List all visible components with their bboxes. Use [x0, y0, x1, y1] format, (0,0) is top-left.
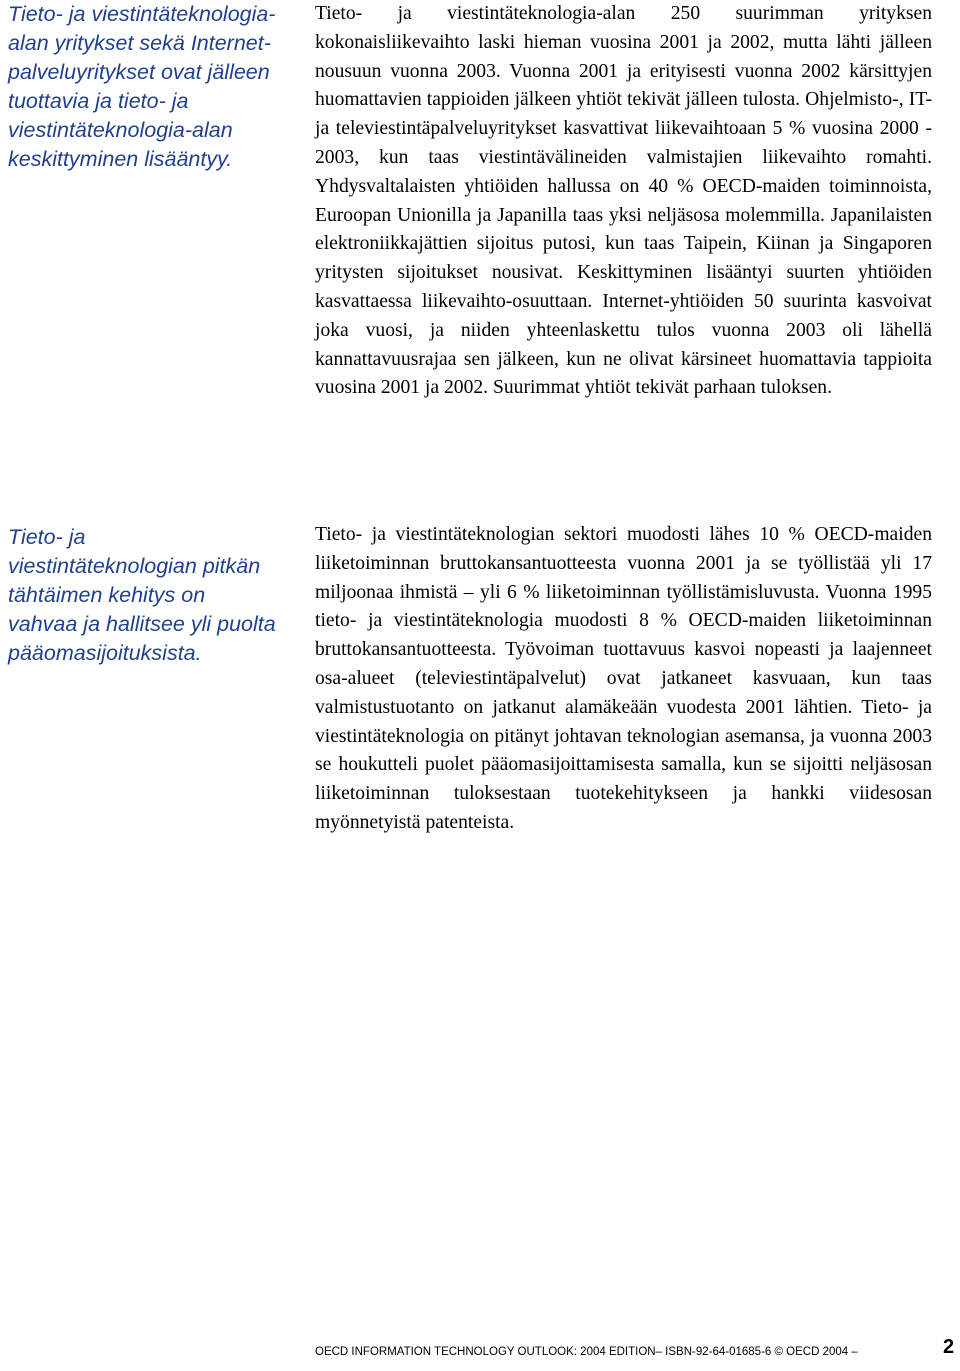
sidenote-text: Tieto- ja viestintäteknologia-alan yritykset sekä Internet-: [8, 2, 276, 55]
sidenote-business-recovery: [8, 0, 278, 174]
page-footer: [315, 1336, 955, 1358]
page-number: 2: [943, 1336, 955, 1358]
sidenote-text: pääomasijoituksista.: [8, 641, 202, 665]
sidenote-text: Tieto- ja viestintäteknologian pitkän tähtäimen kehitys on vahvaa ja hallitsee yli puolta: [8, 525, 276, 636]
sidenote-text: palveluyritykset ovat jälleen tuottavia ja tieto- ja viestintäteknologia-alan keskittyminen lisääntyy.: [8, 60, 270, 171]
paragraph-ict-sector-share: Tieto- ja viestintäteknologian sektori muodosti lähes 10 % OECD-maiden liiketoiminnan bruttokansantuotteesta vuonna 2001 ja se työllistää yli 17 miljoonaa ihmistä – yli 6 % liiketoiminnan työllistämisluvusta. Vuonna 1995 tieto- ja viestintäteknologia muodosti 8 % OECD-maiden liiketoiminnan bruttokansantuotteesta. Työvoiman tuottavuus kasvoi nopeasti ja laajenneet osa-alueet (televiestintäpalvelut) ovat jatkaneet kasvuaan, kun taas valmistustuotanto on jatkanut alamäkeään vuodesta 2001 lähtien. Tieto- ja viestintäteknologia on pitänyt johtavan teknologian asemansa, ja vuonna 2003 se houkutteli puolet pääomasijoittamisesta samalla, kun se sijoitti neljäsosan liiketoiminnan tuloksestaan tuotekehitykseen ja hankki viidesosan myönnetyistä patenteista.: [315, 524, 932, 833]
paragraph-top-250-firms: Tieto- ja viestintäteknologia-alan 250 suurimman yrityksen kokonaisliikevaihto laski hieman vuosina 2001 ja 2002, mutta lähti jälleen nousuun vuonna 2003. Vuonna 2001 ja erityisesti vuonna 2002 kärsittyjen huomattavien tappioiden jälkeen yhtiöt tekivät jälleen tulosta. Ohjelmisto-, IT- ja televiestintäpalveluyritykset kasvattivat liikevaihtoaan 5 % vuosina 2000 - 2003, kun taas viestintävälineiden valmistajien liikevaihto romahti. Yhdysvaltalaisten yhtiöiden hallussa on 40 % OECD-maiden toiminnoista, Euroopan Unionilla ja Japanilla taas yksi neljäsosa molemmilla. Japanilaisten elektroniikkajättien sijoitus putosi, kun taas Taipein, Kiinan ja Singaporen yritysten sijoitukset nousivat. Keskittyminen lisääntyi suurten yhtiöiden kasvattaessa liikevaihto-osuuttaan. Internet-yhtiöiden 50 suurinta kasvoivat joka vuosi, ja niiden yhteenlaskettu tulos vuonna 2003 oli lähellä kannattavuusrajaa sen jälkeen, kun ne olivat kärsineet huomattavia tappioita vuosina 2001 ja 2002. Suurimmat yhtiöt tekivät parhaan tuloksen.: [315, 3, 932, 399]
sidenote-long-term-development: [8, 523, 278, 668]
footer-citation: OECD INFORMATION TECHNOLOGY OUTLOOK: 2004 EDITION– ISBN-92-64-01685-6 © OECD 2004 –: [315, 1346, 858, 1358]
